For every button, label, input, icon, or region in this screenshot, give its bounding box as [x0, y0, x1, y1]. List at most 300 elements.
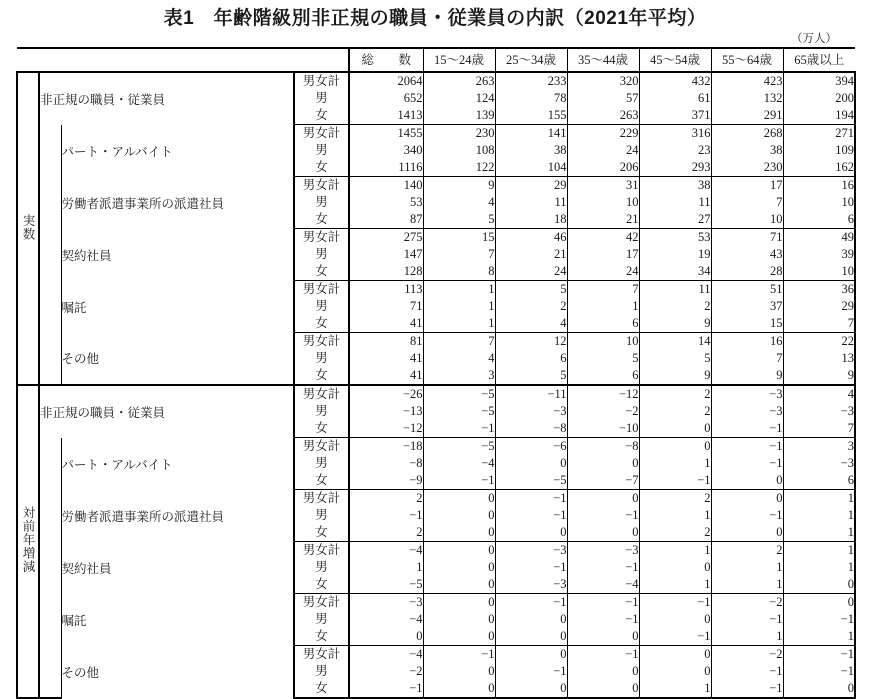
data-cell: 9	[783, 367, 855, 385]
data-cell: 1	[711, 559, 783, 576]
data-cell: 41	[349, 367, 423, 385]
data-cell: −1	[639, 594, 711, 612]
data-cell: 1	[567, 298, 639, 315]
data-cell: −3	[711, 403, 783, 420]
gender-label: 女	[294, 263, 349, 281]
data-cell: 124	[423, 90, 495, 107]
data-cell: 24	[567, 142, 639, 159]
data-cell: 78	[495, 90, 567, 107]
data-cell: 11	[639, 194, 711, 211]
data-cell: 7	[423, 333, 495, 351]
data-cell: 0	[423, 507, 495, 524]
table-row	[17, 646, 855, 664]
data-cell: −4	[423, 455, 495, 472]
data-cell: 1	[639, 542, 711, 560]
row-group-label: 非正規の職員・従業員	[39, 385, 294, 438]
data-cell: −1	[495, 594, 567, 612]
header-row	[17, 48, 855, 72]
data-cell: 38	[495, 142, 567, 159]
data-cell: 81	[349, 333, 423, 351]
data-cell: −2	[711, 594, 783, 612]
data-cell: 5	[495, 281, 567, 299]
row-group-label: 労働者派遣事業所の派遣社員	[61, 177, 294, 229]
data-cell: −1	[711, 680, 783, 698]
data-cell: 2	[711, 542, 783, 560]
header-total: 総 数	[349, 48, 423, 72]
data-cell: 140	[349, 177, 423, 195]
data-cell: 3	[783, 438, 855, 456]
data-cell: 71	[349, 298, 423, 315]
data-cell: 1	[783, 507, 855, 524]
data-cell: 57	[567, 90, 639, 107]
data-cell: 0	[567, 680, 639, 698]
section-side-label	[17, 72, 39, 385]
gender-label: 女	[294, 315, 349, 333]
data-cell: −1	[349, 507, 423, 524]
data-cell: −2	[711, 646, 783, 664]
gender-label: 男	[294, 507, 349, 524]
row-indent-spacer	[39, 125, 61, 177]
row-indent-spacer	[39, 281, 61, 333]
data-cell: 1	[783, 490, 855, 508]
data-cell: 263	[567, 107, 639, 125]
row-group-label: その他	[61, 333, 294, 386]
data-cell: 34	[639, 263, 711, 281]
data-cell: −6	[495, 438, 567, 456]
data-cell: 1116	[349, 159, 423, 177]
table-row	[17, 385, 855, 403]
data-cell: 230	[423, 125, 495, 143]
data-cell: −3	[567, 542, 639, 560]
data-cell: 0	[567, 628, 639, 646]
data-cell: 1	[783, 559, 855, 576]
row-indent-spacer	[39, 646, 61, 699]
data-cell: 27	[639, 211, 711, 229]
header-blank-corner	[17, 48, 294, 72]
row-group-label: その他	[61, 646, 294, 699]
data-cell: −1	[639, 472, 711, 490]
data-cell: 43	[711, 246, 783, 263]
data-cell: −1	[567, 507, 639, 524]
gender-label: 男	[294, 559, 349, 576]
data-cell: 0	[639, 420, 711, 438]
data-cell: −5	[349, 576, 423, 594]
table-row	[17, 125, 855, 143]
data-cell: −1	[711, 611, 783, 628]
data-cell: 2	[639, 403, 711, 420]
data-cell: −5	[423, 385, 495, 403]
data-cell: 423	[711, 72, 783, 90]
data-cell: 0	[783, 576, 855, 594]
gender-label: 男女計	[294, 281, 349, 299]
data-cell: 5	[495, 367, 567, 385]
gender-label: 男	[294, 298, 349, 315]
data-cell: 24	[567, 263, 639, 281]
data-cell: 0	[495, 455, 567, 472]
data-cell: −26	[349, 385, 423, 403]
statistics-table-container	[16, 47, 854, 699]
data-cell: −1	[567, 611, 639, 628]
data-cell: 1	[639, 576, 711, 594]
data-cell: −13	[349, 403, 423, 420]
gender-label: 男	[294, 350, 349, 367]
data-cell: 194	[783, 107, 855, 125]
data-cell: −1	[567, 594, 639, 612]
data-cell: 5	[639, 350, 711, 367]
data-cell: 263	[423, 72, 495, 90]
data-cell: 233	[495, 72, 567, 90]
gender-label: 女	[294, 680, 349, 698]
data-cell: −1	[423, 472, 495, 490]
data-cell: 128	[349, 263, 423, 281]
data-cell: 10	[711, 211, 783, 229]
data-cell: 275	[349, 229, 423, 247]
data-cell: −4	[349, 542, 423, 560]
data-cell: 13	[783, 350, 855, 367]
data-cell: 5	[423, 211, 495, 229]
data-cell: −1	[349, 680, 423, 698]
data-cell: −18	[349, 438, 423, 456]
data-cell: 2064	[349, 72, 423, 90]
row-indent-spacer	[39, 542, 61, 594]
data-cell: 7	[783, 420, 855, 438]
data-cell: 0	[423, 576, 495, 594]
data-cell: −8	[567, 438, 639, 456]
data-cell: 6	[567, 315, 639, 333]
section-side-label	[17, 385, 39, 698]
data-cell: −8	[349, 455, 423, 472]
data-cell: 104	[495, 159, 567, 177]
data-cell: 10	[567, 333, 639, 351]
data-cell: 2	[495, 298, 567, 315]
table-row	[17, 177, 855, 195]
data-cell: 16	[711, 333, 783, 351]
gender-label: 女	[294, 472, 349, 490]
table-row	[17, 438, 855, 456]
data-cell: −1	[495, 490, 567, 508]
data-cell: 0	[423, 524, 495, 542]
data-cell: 0	[639, 559, 711, 576]
data-cell: 7	[711, 350, 783, 367]
gender-label: 男女計	[294, 72, 349, 90]
table-row	[17, 72, 855, 90]
data-cell: 0	[423, 594, 495, 612]
gender-label: 男女計	[294, 542, 349, 560]
data-cell: 23	[639, 142, 711, 159]
gender-label: 男	[294, 90, 349, 107]
data-cell: 4	[783, 385, 855, 403]
data-cell: 41	[349, 350, 423, 367]
data-cell: 1	[349, 559, 423, 576]
data-cell: 293	[639, 159, 711, 177]
data-cell: 46	[495, 229, 567, 247]
data-cell: 0	[423, 680, 495, 698]
data-cell: 15	[423, 229, 495, 247]
data-cell: 0	[639, 663, 711, 680]
gender-label: 男女計	[294, 333, 349, 351]
data-cell: −1	[711, 420, 783, 438]
data-cell: 0	[567, 490, 639, 508]
data-cell: 155	[495, 107, 567, 125]
gender-label: 女	[294, 420, 349, 438]
gender-label: 男	[294, 246, 349, 263]
header-age-35-44: 35〜44歳	[567, 48, 639, 72]
data-cell: 0	[423, 542, 495, 560]
data-cell: −1	[495, 663, 567, 680]
data-cell: −1	[495, 507, 567, 524]
data-cell: −4	[349, 611, 423, 628]
row-indent-spacer	[39, 229, 61, 281]
data-cell: 0	[495, 628, 567, 646]
gender-label: 男女計	[294, 229, 349, 247]
data-cell: 652	[349, 90, 423, 107]
section-side-label-text: 実数	[21, 213, 35, 241]
data-cell: 1	[783, 524, 855, 542]
data-cell: 0	[711, 524, 783, 542]
data-cell: 71	[711, 229, 783, 247]
table-header	[17, 48, 855, 72]
gender-label: 男女計	[294, 125, 349, 143]
data-cell: 0	[711, 490, 783, 508]
row-group-label: パート・アルバイト	[61, 438, 294, 490]
data-cell: 316	[639, 125, 711, 143]
data-cell: 113	[349, 281, 423, 299]
data-cell: 0	[783, 680, 855, 698]
data-cell: 0	[423, 490, 495, 508]
data-cell: 10	[783, 194, 855, 211]
data-cell: −1	[711, 438, 783, 456]
data-cell: 5	[567, 350, 639, 367]
data-cell: 0	[423, 611, 495, 628]
data-cell: 29	[495, 177, 567, 195]
data-cell: 18	[495, 211, 567, 229]
table-row	[17, 542, 855, 560]
data-cell: 0	[783, 594, 855, 612]
data-cell: 2	[349, 490, 423, 508]
gender-label: 女	[294, 524, 349, 542]
gender-label: 男女計	[294, 490, 349, 508]
data-cell: 8	[423, 263, 495, 281]
data-cell: 61	[639, 90, 711, 107]
table-row	[17, 229, 855, 247]
data-cell: 4	[423, 350, 495, 367]
data-cell: 1	[783, 542, 855, 560]
data-cell: 6	[567, 367, 639, 385]
data-cell: 0	[567, 455, 639, 472]
data-cell: 6	[495, 350, 567, 367]
data-cell: 1	[639, 455, 711, 472]
row-indent-spacer	[39, 333, 61, 386]
unit-note: （万人）	[791, 33, 837, 45]
data-cell: −1	[783, 611, 855, 628]
data-cell: 371	[639, 107, 711, 125]
data-cell: 206	[567, 159, 639, 177]
data-cell: −3	[495, 403, 567, 420]
data-cell: 7	[423, 246, 495, 263]
data-cell: 9	[639, 367, 711, 385]
gender-label: 女	[294, 159, 349, 177]
data-cell: −4	[567, 576, 639, 594]
data-cell: −1	[783, 663, 855, 680]
data-cell: 7	[783, 315, 855, 333]
data-cell: −1	[495, 559, 567, 576]
data-cell: 122	[423, 159, 495, 177]
data-cell: −8	[495, 420, 567, 438]
data-cell: 0	[349, 628, 423, 646]
data-cell: −3	[495, 542, 567, 560]
data-cell: 87	[349, 211, 423, 229]
data-cell: −2	[567, 403, 639, 420]
data-cell: 0	[639, 438, 711, 456]
page-title: 表1 年齢階級別非正規の職員・従業員の内訳（2021年平均）	[163, 8, 707, 29]
row-group-label: 嘱託	[61, 281, 294, 333]
data-cell: 14	[639, 333, 711, 351]
data-cell: −9	[349, 472, 423, 490]
data-cell: 340	[349, 142, 423, 159]
gender-label: 女	[294, 107, 349, 125]
data-cell: 0	[567, 524, 639, 542]
table-row	[17, 490, 855, 508]
data-cell: 51	[711, 281, 783, 299]
header-age-65-plus: 65歳以上	[783, 48, 855, 72]
data-cell: 271	[783, 125, 855, 143]
data-cell: 11	[639, 281, 711, 299]
data-cell: 108	[423, 142, 495, 159]
data-cell: 12	[495, 333, 567, 351]
gender-label: 男	[294, 663, 349, 680]
gender-label: 女	[294, 576, 349, 594]
row-group-label: 労働者派遣事業所の派遣社員	[61, 490, 294, 542]
header-age-25-34: 25〜34歳	[495, 48, 567, 72]
data-cell: 10	[783, 263, 855, 281]
data-cell: −3	[783, 403, 855, 420]
data-cell: 2	[639, 490, 711, 508]
data-cell: 22	[783, 333, 855, 351]
table-body	[17, 72, 855, 698]
data-cell: −1	[423, 646, 495, 664]
data-cell: −1	[711, 507, 783, 524]
data-cell: 53	[349, 194, 423, 211]
data-cell: 4	[495, 315, 567, 333]
table-row	[17, 594, 855, 612]
data-cell: −5	[423, 438, 495, 456]
data-cell: 24	[495, 263, 567, 281]
data-cell: 0	[495, 524, 567, 542]
data-cell: 15	[711, 315, 783, 333]
data-cell: 0	[495, 646, 567, 664]
data-cell: −1	[423, 420, 495, 438]
data-cell: −4	[349, 646, 423, 664]
data-cell: −3	[495, 576, 567, 594]
table-row	[17, 333, 855, 351]
data-cell: 9	[711, 367, 783, 385]
data-cell: 0	[495, 680, 567, 698]
data-cell: 1413	[349, 107, 423, 125]
data-cell: 1	[639, 507, 711, 524]
gender-label: 男	[294, 194, 349, 211]
gender-label: 男	[294, 403, 349, 420]
data-cell: 17	[711, 177, 783, 195]
section-side-label-text: 対前年増減	[21, 506, 35, 574]
data-cell: 320	[567, 72, 639, 90]
data-cell: 37	[711, 298, 783, 315]
header-age-55-64: 55〜64歳	[711, 48, 783, 72]
data-cell: 162	[783, 159, 855, 177]
data-cell: −2	[349, 663, 423, 680]
data-cell: −12	[567, 385, 639, 403]
gender-label: 男女計	[294, 594, 349, 612]
header-gender-corner	[294, 48, 349, 72]
data-cell: 230	[711, 159, 783, 177]
data-cell: 2	[639, 385, 711, 403]
data-cell: −1	[711, 663, 783, 680]
gender-label: 男女計	[294, 177, 349, 195]
data-cell: −7	[567, 472, 639, 490]
data-cell: 1	[423, 315, 495, 333]
data-cell: 38	[639, 177, 711, 195]
data-cell: 0	[423, 663, 495, 680]
data-cell: 21	[567, 211, 639, 229]
data-cell: −12	[349, 420, 423, 438]
data-cell: −1	[567, 559, 639, 576]
header-age-45-54: 45〜54歳	[639, 48, 711, 72]
data-cell: 9	[639, 315, 711, 333]
data-cell: −11	[495, 385, 567, 403]
data-cell: 36	[783, 281, 855, 299]
gender-label: 女	[294, 628, 349, 646]
data-cell: 6	[783, 211, 855, 229]
data-cell: 0	[567, 663, 639, 680]
statistics-table	[16, 47, 856, 699]
data-cell: −10	[567, 420, 639, 438]
data-cell: 432	[639, 72, 711, 90]
data-cell: 29	[783, 298, 855, 315]
data-cell: −1	[711, 455, 783, 472]
data-cell: −3	[783, 455, 855, 472]
row-indent-spacer	[39, 490, 61, 542]
data-cell: 141	[495, 125, 567, 143]
data-cell: 1	[423, 281, 495, 299]
data-cell: 2	[639, 524, 711, 542]
data-cell: 17	[567, 246, 639, 263]
data-cell: 10	[567, 194, 639, 211]
gender-label: 男	[294, 455, 349, 472]
gender-label: 男	[294, 611, 349, 628]
data-cell: 28	[711, 263, 783, 281]
data-cell: 1	[639, 680, 711, 698]
data-cell: 6	[783, 472, 855, 490]
data-cell: 0	[639, 646, 711, 664]
data-cell: 1455	[349, 125, 423, 143]
data-cell: 0	[639, 611, 711, 628]
data-cell: 0	[495, 611, 567, 628]
row-indent-spacer	[39, 177, 61, 229]
data-cell: −3	[711, 385, 783, 403]
data-cell: −1	[639, 628, 711, 646]
data-cell: 291	[711, 107, 783, 125]
data-cell: 39	[783, 246, 855, 263]
data-cell: 16	[783, 177, 855, 195]
data-cell: 109	[783, 142, 855, 159]
gender-label: 男女計	[294, 646, 349, 664]
row-group-label: 嘱託	[61, 594, 294, 646]
data-cell: 1	[711, 576, 783, 594]
data-cell: 0	[423, 628, 495, 646]
data-cell: 1	[783, 628, 855, 646]
data-cell: 139	[423, 107, 495, 125]
data-cell: −5	[495, 472, 567, 490]
data-cell: 9	[423, 177, 495, 195]
